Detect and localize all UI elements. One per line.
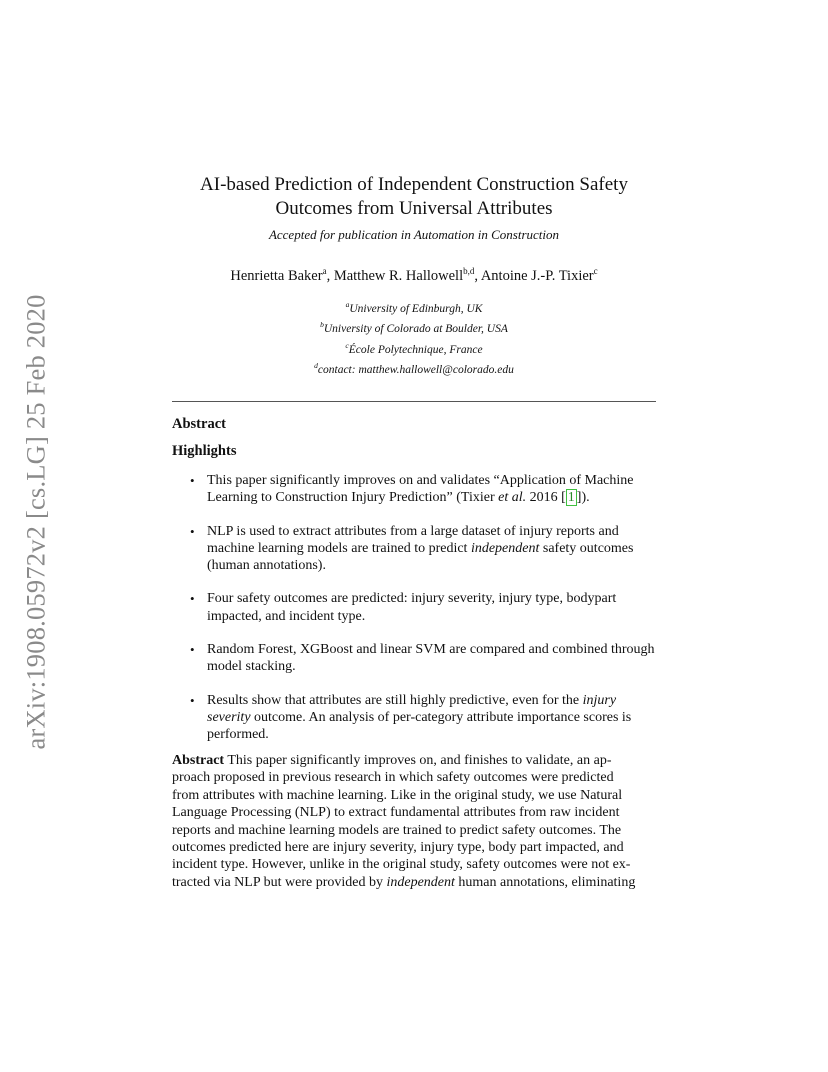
affiliation-mark: d	[314, 360, 318, 370]
bullet-icon: •	[190, 692, 195, 708]
affiliation-text: University of Colorado at Boulder, USA	[323, 323, 508, 336]
author-separator: ,	[474, 267, 481, 284]
affiliation-text: École Polytechnique, France	[348, 343, 483, 356]
abstract-line: reports and machine learning models are trained to predict safety outcomes. The	[172, 822, 622, 838]
highlight-text: ]).	[576, 490, 590, 506]
author-name: Henrietta Baker	[230, 267, 323, 284]
highlight-emphasis: et al.	[498, 490, 527, 506]
highlights-heading: Highlights	[172, 443, 237, 459]
author-name: Antoine J.-P. Tixier	[480, 267, 594, 284]
highlight-text: performed.	[207, 727, 269, 743]
affiliation-text: University of Edinburgh, UK	[349, 302, 483, 315]
bullet-icon: •	[190, 523, 195, 539]
abstract-line: Language Processing (NLP) to extract fundamental attributes from raw incident	[172, 805, 620, 821]
affiliation-text: contact: matthew.hallowell@colorado.edu	[317, 363, 514, 376]
list-item	[188, 523, 672, 575]
author-name: Matthew R. Hallowell	[333, 267, 464, 284]
bullet-icon: •	[190, 642, 195, 658]
abstract-line: This paper significantly improves on, and finishes to validate, an ap-	[224, 753, 612, 768]
highlight-text: Learning to Construction Injury Prediction” (Tixier	[207, 490, 499, 506]
affiliation-item	[172, 297, 656, 317]
section-divider	[172, 401, 656, 402]
author-list	[172, 266, 656, 285]
bullet-icon: •	[190, 591, 195, 607]
highlight-text: (human annotations).	[207, 558, 326, 574]
citation-link[interactable]: 1	[567, 490, 575, 506]
highlight-text: 2016 [	[526, 490, 566, 506]
arxiv-margin-stamp	[20, 288, 52, 756]
highlight-emphasis: severity	[207, 709, 251, 725]
publication-note: Accepted for publication in Automation in Construction	[268, 227, 560, 242]
affiliation-mark: b	[320, 320, 324, 330]
arxiv-identifier: arXiv:1908.05972v2 [cs.LG] 25 Feb 2020	[20, 294, 51, 750]
title-line-2: Outcomes from Universal Attributes	[275, 198, 553, 219]
paper-title	[172, 173, 656, 221]
abstract-emphasis: independent	[386, 874, 455, 890]
affiliation-mark: a	[345, 300, 350, 309]
highlight-emphasis: injury	[582, 692, 617, 708]
highlight-emphasis: independent	[470, 540, 540, 556]
abstract-line: tracted via NLP but were provided by	[172, 874, 387, 890]
highlight-text: NLP is used to extract attributes from a large dataset of injury reports and	[207, 523, 619, 539]
abstract-lead: Abstract	[172, 753, 225, 768]
highlight-text: This paper significantly improves on and validates “Application of Machine	[207, 473, 634, 488]
abstract-line: proach proposed in previous research in which safety outcomes were predicted	[172, 770, 614, 786]
affiliation-item	[172, 338, 656, 358]
abstract-line: outcomes predicted here are injury severity, injury type, body part impacted, and	[172, 840, 624, 856]
abstract-paragraph	[172, 752, 658, 891]
affiliation-list	[172, 297, 656, 378]
highlight-text: Results show that attributes are still highly predictive, even for the	[207, 692, 583, 708]
list-item	[188, 590, 672, 625]
author-affil-mark: a	[322, 266, 327, 276]
highlight-text: safety outcomes	[539, 540, 634, 556]
highlight-text: model stacking.	[207, 659, 296, 675]
abstract-line: incident type. However, unlike in the original study, safety outcomes were not ex-	[172, 857, 631, 873]
title-line-1: AI-based Prediction of Independent Construction Safety	[200, 174, 628, 195]
abstract-line: human annotations, eliminating	[454, 874, 636, 890]
affiliation-mark: c	[345, 340, 349, 350]
highlight-text: Four safety outcomes are predicted: injury severity, injury type, bodypart	[207, 591, 617, 607]
list-item	[188, 692, 672, 744]
author-separator: ,	[326, 267, 334, 284]
abstract-line: from attributes with machine learning. Like in the original study, we use Natural	[172, 787, 623, 803]
highlight-text: Random Forest, XGBoost and linear SVM are compared and combined through	[207, 642, 655, 658]
list-item	[188, 641, 672, 676]
abstract-section-heading: Abstract	[172, 416, 226, 432]
list-item	[188, 472, 672, 507]
highlight-text: impacted, and incident type.	[207, 608, 366, 624]
highlight-text: outcome. An analysis of per-category attribute importance scores is	[250, 709, 632, 725]
affiliation-item	[172, 358, 656, 378]
bullet-icon: •	[190, 473, 195, 488]
affiliation-item	[172, 317, 656, 337]
author-affil-mark: b,d	[463, 266, 475, 276]
highlights-list	[188, 472, 672, 760]
highlight-text: machine learning models are trained to predict	[207, 540, 471, 556]
author-affil-mark: c	[593, 266, 598, 276]
